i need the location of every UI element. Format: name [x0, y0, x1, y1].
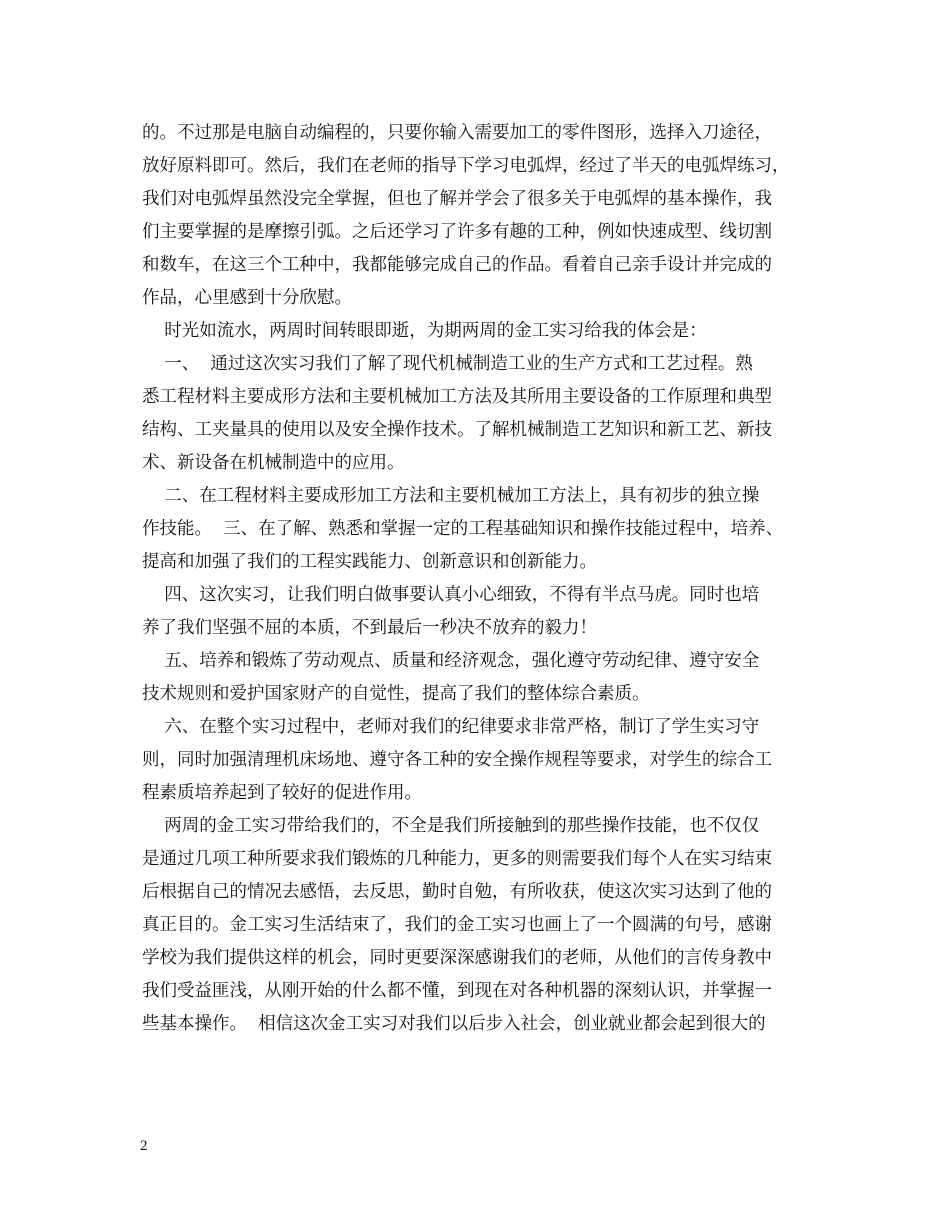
text-line: 提高和加强了我们的工程实践能力、创新意识和创新能力。 [142, 552, 597, 572]
text-line: 我们受益匪浅，从刚开始的什么都不懂，到现在对各种机器的深刻认识，并掌握一 [142, 981, 772, 1001]
text-line: 和数车，在这三个工种中，我都能够完成自己的作品。看着自己亲手设计并完成的 [142, 255, 772, 275]
text-line: 程素质培养起到了较好的促进作用。 [142, 783, 422, 803]
body-text [142, 117, 822, 1041]
text-line: 悉工程材料主要成形方法和主要机械加工方法及其所用主要设备的工作原理和典型 [142, 387, 772, 407]
text-line: 作技能。 三、在了解、熟悉和掌握一定的工程基础知识和操作技能过程中，培养、 [142, 519, 784, 539]
text-line: 则，同时加强清理机床场地、遵守各工种的安全操作规程等要求，对学生的综合工 [142, 750, 772, 770]
text-line: 后根据自己的情况去感悟，去反思，勤时自勉，有所收获，使这次实习达到了他的 [142, 882, 772, 902]
text-line: 放好原料即可。然后，我们在老师的指导下学习电弧焊，经过了半天的电弧焊练习， [142, 156, 790, 176]
text-line: 五、培养和锻炼了劳动观点、质量和经济观念，强化遵守劳动纪律、遵守安全 [142, 651, 760, 671]
text-line: 术、新设备在机械制造中的应用。 [142, 453, 405, 473]
text-line: 学校为我们提供这样的机会，同时更要深深感谢我们的老师，从他们的言传身教中 [142, 948, 772, 968]
text-line: 两周的金工实习带给我们的，不全是我们所接触到的那些操作技能，也不仅仅 [142, 816, 760, 836]
text-line: 四、这次实习，让我们明白做事要认真小心细致，不得有半点马虎。同时也培 [142, 585, 760, 605]
text-line: 技术规则和爱护国家财产的自觉性，提高了我们的整体综合素质。 [142, 684, 650, 704]
text-line: 作品，心里感到十分欣慰。 [142, 288, 352, 308]
text-line: 一、 通过这次实习我们了解了现代机械制造工业的生产方式和工艺过程。熟 [142, 354, 753, 374]
text-line: 真正目的。金工实习生活结束了，我们的金工实习也画上了一个圆满的句号，感谢 [142, 915, 772, 935]
text-line: 六、在整个实习过程中，老师对我们的纪律要求非常严格，制订了学生实习守 [142, 717, 760, 737]
text-line: 我们对电弧焊虽然没完全掌握，但也了解并学会了很多关于电弧焊的基本操作，我 [142, 189, 772, 209]
text-line: 些基本操作。 相信这次金工实习对我们以后步入社会，创业就业都会起到很大的 [142, 1014, 766, 1034]
text-line: 时光如流水，两周时间转眼即逝，为期两周的金工实习给我的体会是： [142, 321, 707, 341]
text-line: 养了我们坚强不屈的本质，不到最后一秒决不放弃的毅力！ [142, 618, 597, 638]
text-line: 们主要掌握的是摩擦引弧。之后还学习了许多有趣的工种，例如快速成型、线切割 [142, 222, 772, 242]
text-line: 是通过几项工种所要求我们锻炼的几种能力，更多的则需要我们每个人在实习结束 [142, 849, 772, 869]
page-number: 2 [140, 1138, 148, 1154]
text-line: 二、在工程材料主要成形加工方法和主要机械加工方法上，具有初步的独立操 [142, 486, 760, 506]
text-line: 结构、工夹量具的使用以及安全操作技术。了解机械制造工艺知识和新工艺、新技 [142, 420, 772, 440]
text-line: 的。不过那是电脑自动编程的，只要你输入需要加工的零件图形，选择入刀途径， [142, 123, 772, 143]
